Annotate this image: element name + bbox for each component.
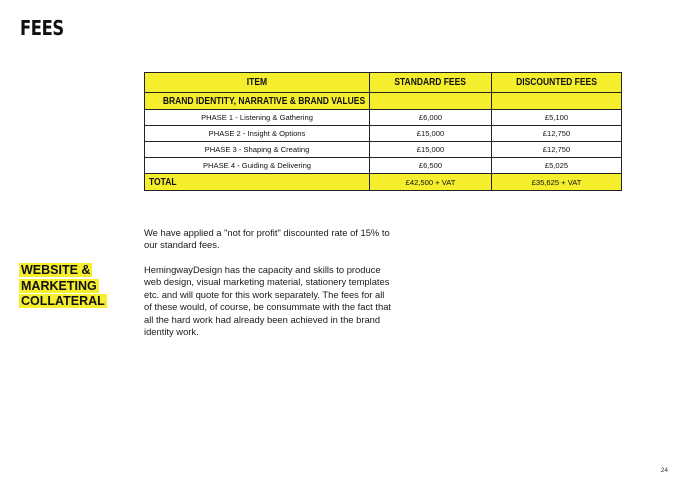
- header-discounted-fees: DISCOUNTED FEES: [492, 73, 622, 93]
- row-standard-fee: £15,000: [370, 126, 492, 142]
- website-marketing-label: [19, 263, 109, 310]
- row-discounted-fee: £12,750: [492, 142, 622, 158]
- table-header-row: [145, 73, 622, 93]
- row-discounted-fee: £5,025: [492, 158, 622, 174]
- row-item: PHASE 4 - Guiding & Delivering: [145, 158, 370, 174]
- row-discounted-fee: £12,750: [492, 126, 622, 142]
- table-row: [145, 142, 622, 158]
- row-standard-fee: £6,000: [370, 110, 492, 126]
- row-item: PHASE 2 - Insight & Options: [145, 126, 370, 142]
- website-note: HemingwayDesign has the capacity and skills to produce web design, visual marketing material, stationery templates etc. and will quote for this work separately. The fees for all of these would, of course, be consummate with the fact that all the hard work had already been achieved in the brand identity work.: [144, 264, 392, 338]
- table-row: [145, 110, 622, 126]
- total-standard-fee: £42,500 + VAT: [370, 174, 492, 191]
- section-label: BRAND IDENTITY, NARRATIVE & BRAND VALUES: [145, 93, 370, 110]
- total-label: TOTAL: [145, 174, 370, 191]
- header-item: ITEM: [145, 73, 370, 93]
- page-number: 24: [660, 467, 668, 474]
- total-discounted-fee: £35,625 + VAT: [492, 174, 622, 191]
- section-row: [145, 93, 622, 110]
- discount-note: We have applied a "not for profit" discounted rate of 15% to our standard fees.: [144, 227, 390, 251]
- row-standard-fee: £15,000: [370, 142, 492, 158]
- row-item: PHASE 1 - Listening & Gathering: [145, 110, 370, 126]
- section-empty-cell: [370, 93, 492, 110]
- row-standard-fee: £6,500: [370, 158, 492, 174]
- table-row: [145, 158, 622, 174]
- side-label-line: WEBSITE &: [21, 263, 91, 277]
- page-title: FEES: [20, 16, 64, 40]
- row-item: PHASE 3 - Shaping & Creating: [145, 142, 370, 158]
- side-label-line: MARKETING: [21, 278, 97, 293]
- section-empty-cell: [492, 93, 622, 110]
- row-discounted-fee: £5,100: [492, 110, 622, 126]
- header-standard-fees: STANDARD FEES: [370, 73, 492, 93]
- total-row: [145, 174, 622, 191]
- fees-table: [144, 72, 622, 191]
- side-label-line: COLLATERAL: [21, 294, 105, 308]
- table-row: [145, 126, 622, 142]
